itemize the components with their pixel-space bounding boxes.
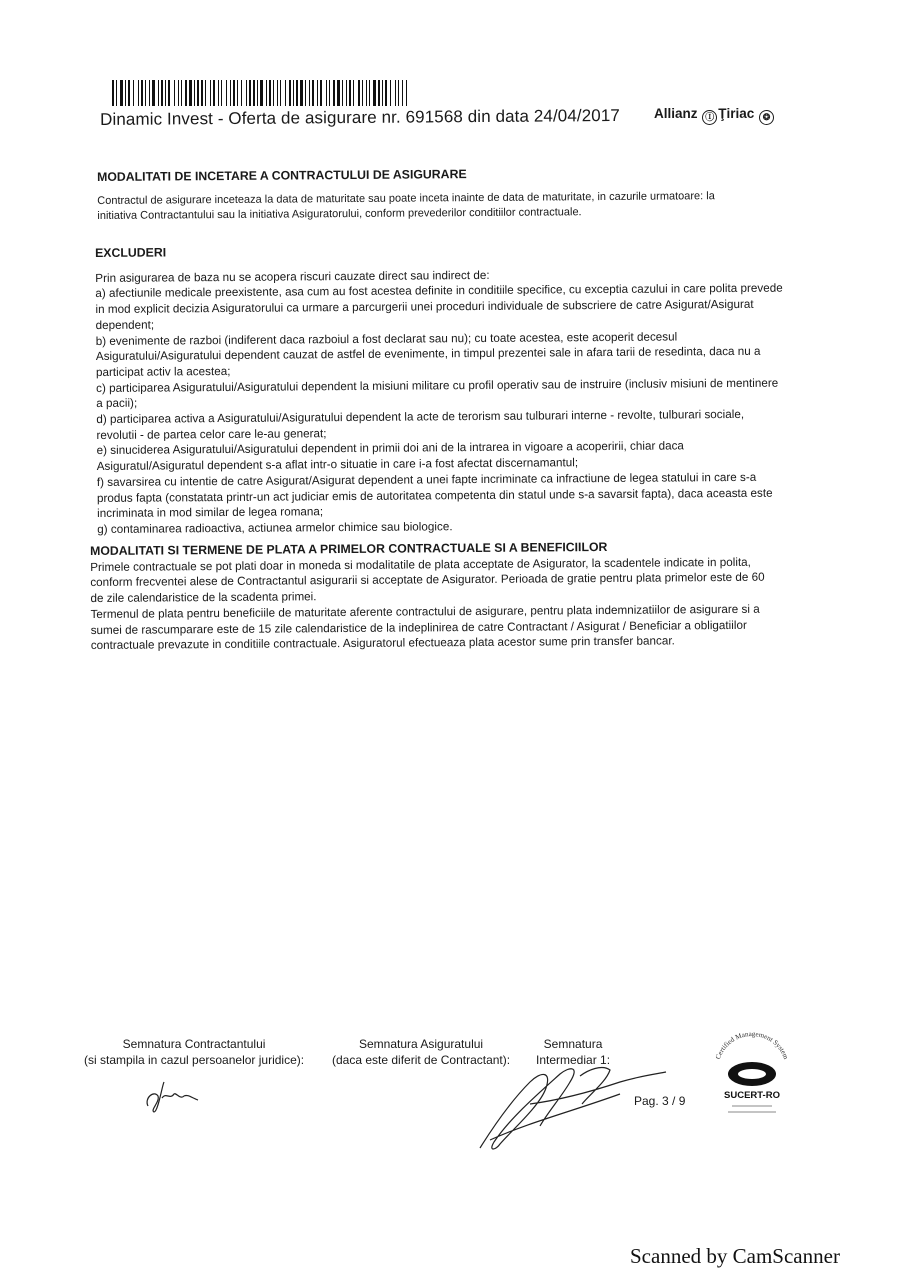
certification-arc-text: Certified Management System [713, 1030, 791, 1061]
section-heading: MODALITATI SI TERMENE DE PLATA A PRIMELOR CONTRACTUALE SI A BENEFICIILOR [90, 539, 608, 558]
payment-section [90, 539, 781, 654]
brand-logo [654, 106, 775, 125]
termination-section [97, 165, 747, 224]
signature-label-line: Semnatura [543, 1037, 603, 1051]
section-paragraph: Termenul de plata pentru beneficiile de maturitate aferente contractului de asigurare, pentru plata indemnizatiilor de asigurare si a sumei de rascumparare este de 15 zile calendaristice de la indeplinirea de catre Contractant / Asigurat / Beneficiar a obligatiilor contractuale prevazute in conditiile contractuale. Asiguratorul efectueaza plata acestor sume prin transfer bancar. [90, 602, 760, 653]
exclusion-item: b) evenimente de razboi (indiferent daca razboiul a fost declarat sau nu); cu toate acestea, este acoperit decesul Asiguratului/Asiguratului dependent cauzat de astfel de evenimente, in timpul prezentei sale in afara tarii de resedinta, daca nu a participat activ la acestea; [95, 329, 761, 379]
barcode [112, 80, 407, 106]
section-paragraph: Primele contractuale se pot plati doar in moneda si modalitatile de plata acceptate de Asigurator, la scadentele indicate in polita, conform frecventei alese de Contractantul asigurarii si acceptate de Asigurator. Perioada de gratie pentru plata primelor este de 60 de zile calendaristice de la scadenta primei. [90, 555, 765, 606]
exclusion-item: a) afectiunile medicale preexistente, asa cum au fost acestea definite in conditiile specifice, cu exceptia cazului in care polita prevede in mod explicit decizia Asiguratorului ca urmare a parcurgerii unei proceduri individuale de subscriere de catre Asigurat/Asigurat dependent; [95, 282, 783, 332]
allianz-eagle-icon: Ⓘ [702, 110, 717, 125]
tiriac-emblem-icon: ❂ [759, 110, 774, 125]
signature-label-line: Semnatura Asiguratului [359, 1037, 484, 1051]
scanner-watermark: Scanned by CamScanner [630, 1244, 840, 1268]
section-heading: MODALITATI DE INCETARE A CONTRACTULUI DE ASIGURARE [97, 167, 467, 184]
exclusion-item: e) sinuciderea Asiguratului/Asiguratului dependent in primii doi ani de la intrarea in vigoare a acoperirii, chiar daca Asiguratul/Asiguratul dependent s-a aflat intr-o situatie in care i-a fost afectat discernamantul; [96, 439, 684, 474]
signature-label-line: (si stampila in cazul persoanelor juridice): [84, 1053, 305, 1067]
contractant-signature [140, 1076, 210, 1116]
certification-stamp [704, 1030, 800, 1122]
page-title: Dinamic Invest - Oferta de asigurare nr. 691568 din data 24/04/2017 [100, 105, 620, 129]
signature-label-line: Intermediar 1: [536, 1053, 611, 1067]
exclusion-item: d) participarea activa a Asiguratului/Asiguratului dependent la acte de terorism sau tulburari interne - revolte, tulburari sociale, revolutii - de partea celor care le-au generat; [96, 407, 745, 442]
exclusion-item: g) contaminarea radioactiva, actiunea armelor chimice sau biologice. [97, 520, 453, 536]
exclusion-item: c) participarea Asiguratului/Asiguratului dependent la misiuni militare cu profil operativ sau de instruire (inclusiv misiuni de mentinere a pacii); [96, 376, 779, 411]
signature-label-line: Semnatura Contractantului [122, 1037, 266, 1051]
brand-name-allianz: Allianz [654, 106, 698, 121]
page-number: Pag. 3 / 9 [634, 1094, 686, 1108]
contractant-signature-label [84, 1036, 304, 1068]
certification-name: SUCERT-RO [724, 1090, 780, 1101]
brand-name-tiriac: Ţiriac [718, 106, 755, 121]
exclusion-item: f) savarsirea cu intentie de catre Asigurat/Asigurat dependent a unei fapte incriminate ca infractiune de legea statului in care s-a produs fapta (constatata printr-un act judiciar emis de autoritatea competenta din statul unde s-a savarsit fapta), daca aceasta este incriminata in mod similar de legea romana; [96, 470, 773, 521]
section-heading: EXCLUDERI [95, 245, 167, 260]
exclusions-section [95, 241, 787, 538]
signature-label-line: (daca este diferit de Contractant): [332, 1053, 511, 1067]
section-paragraph: Contractul de asigurare inceteaza la data de maturitate sau poate inceta inainte de data de maturitate, in cazurile urmatoare: la initiativa Contractantului sau la initiativa Asiguratorului, conform prevederilor conditiilor contractuale. [97, 189, 715, 222]
exclusions-intro: Prin asigurarea de baza nu se acopera riscuri cauzate direct sau indirect de: [95, 268, 490, 285]
